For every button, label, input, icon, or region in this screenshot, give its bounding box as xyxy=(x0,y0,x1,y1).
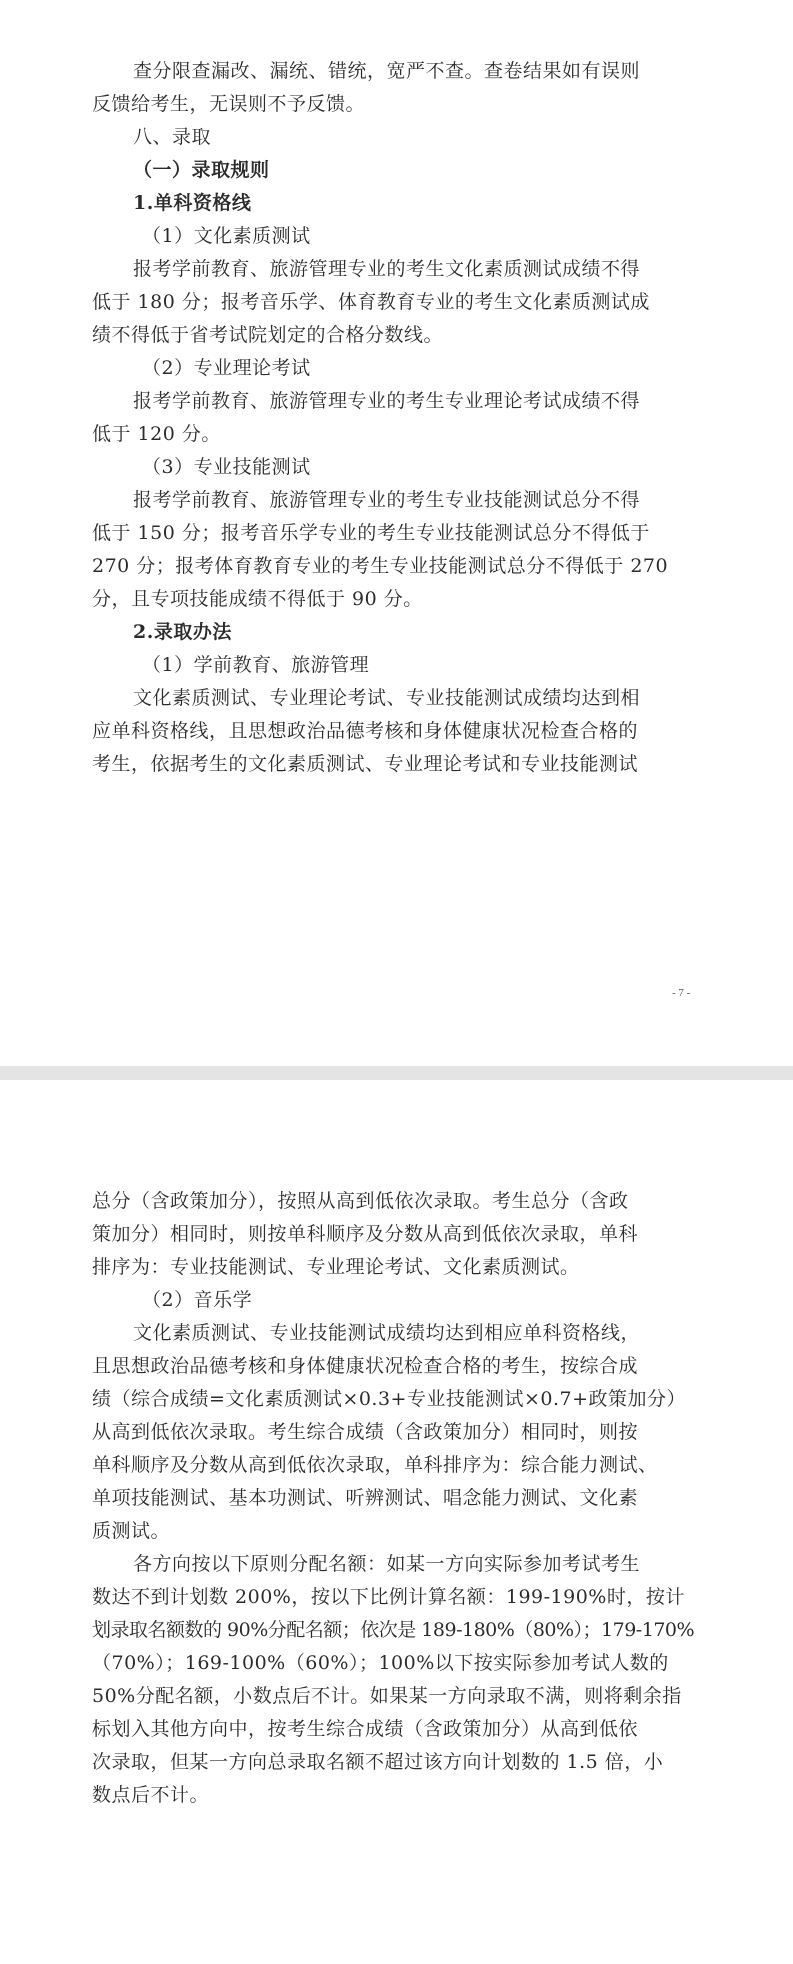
body-text-line: 数达不到计划数 200%，按以下比例计算名额：199-190%时，按计 xyxy=(92,1586,685,1608)
body-text-line: 低于 150 分；报考音乐学专业的考生专业技能测试总分不得低于 xyxy=(92,522,650,544)
body-text-line: 单科顺序及分数从高到低依次录取，单科排序为：综合能力测试、 xyxy=(92,1454,658,1476)
body-text-line: 270 分；报考体育教育专业的考生专业技能测试总分不得低于 270 xyxy=(92,555,669,577)
body-text-line: 质测试。 xyxy=(92,1520,171,1542)
document-page-8 xyxy=(0,1080,793,1964)
body-text-line: 排序为：专业技能测试、专业理论考试、文化素质测试。 xyxy=(92,1256,580,1278)
item-heading: （2）音乐学 xyxy=(142,1289,253,1311)
body-text-line: 绩（综合成绩=文化素质测试×0.3+专业技能测试×0.7+政策加分） xyxy=(92,1388,687,1410)
body-text-line: 反馈给考生，无误则不予反馈。 xyxy=(92,93,366,115)
page-number: - 7 - xyxy=(672,987,691,999)
subsection-heading: 1.单科资格线 xyxy=(133,192,252,214)
page-separator xyxy=(0,1066,793,1080)
body-text-line: 报考学前教育、旅游管理专业的考生文化素质测试成绩不得 xyxy=(133,258,641,280)
subsection-heading: 2.录取办法 xyxy=(133,621,232,643)
body-text-line: 各方向按以下原则分配名额：如某一方向实际参加考试考生 xyxy=(133,1553,641,1575)
body-text-line: 次录取，但某一方向总录取名额不超过该方向计划数的 1.5 倍，小 xyxy=(92,1751,664,1773)
item-heading: （1）学前教育、旅游管理 xyxy=(142,654,370,676)
body-text-line: 应单科资格线，且思想政治品德考核和身体健康状况检查合格的 xyxy=(92,720,639,742)
item-heading: （1）文化素质测试 xyxy=(142,225,311,247)
body-text-line: 标划入其他方向中，按考生综合成绩（含政策加分）从高到低依 xyxy=(92,1718,639,1740)
body-text-line: 数点后不计。 xyxy=(92,1784,210,1806)
body-text-line: （70%）；169-100%（60%）；100%以下按实际参加考试人数的 xyxy=(92,1652,669,1674)
body-text-line: 50%分配名额，小数点后不计。如果某一方向录取不满，则将剩余指 xyxy=(92,1685,682,1707)
item-heading: （3）专业技能测试 xyxy=(142,456,311,478)
body-text-line: 且思想政治品德考核和身体健康状况检查合格的考生，按综合成 xyxy=(92,1355,639,1377)
body-text-line: 文化素质测试、专业理论考试、专业技能测试成绩均达到相 xyxy=(133,687,641,709)
body-text-line: 文化素质测试、专业技能测试成绩均达到相应单科资格线， xyxy=(133,1322,641,1344)
body-text-line: 低于 120 分。 xyxy=(92,423,221,445)
body-text-line: 报考学前教育、旅游管理专业的考生专业理论考试成绩不得 xyxy=(133,390,641,412)
body-text-line: 从高到低依次录取。考生综合成绩（含政策加分）相同时，则按 xyxy=(92,1421,639,1443)
subsection-heading: （一）录取规则 xyxy=(133,159,270,181)
item-heading: （2）专业理论考试 xyxy=(142,357,311,379)
body-text-line: 绩不得低于省考试院划定的合格分数线。 xyxy=(92,324,444,346)
body-text-line: 查分限查漏改、漏统、错统，宽严不查。查卷结果如有误则 xyxy=(133,60,641,82)
body-text-line: 策加分）相同时，则按单科顺序及分数从高到低依次录取，单科 xyxy=(92,1223,639,1245)
body-text-line: 低于 180 分；报考音乐学、体育教育专业的考生文化素质测试成 xyxy=(92,291,650,313)
section-heading: 八、录取 xyxy=(133,126,212,148)
body-text-line: 单项技能测试、基本功测试、听辨测试、唱念能力测试、文化素 xyxy=(92,1487,639,1509)
body-text-line: 划录取名额数的 90%分配名额；依次是 189-180%（80%）；179-170% xyxy=(92,1619,695,1641)
body-text-line: 分，且专项技能成绩不得低于 90 分。 xyxy=(92,588,423,610)
body-text-line: 总分（含政策加分），按照从高到低依次录取。考生总分（含政 xyxy=(92,1190,629,1212)
body-text-line: 考生，依据考生的文化素质测试、专业理论考试和专业技能测试 xyxy=(92,753,639,775)
body-text-line: 报考学前教育、旅游管理专业的考生专业技能测试总分不得 xyxy=(133,489,641,511)
